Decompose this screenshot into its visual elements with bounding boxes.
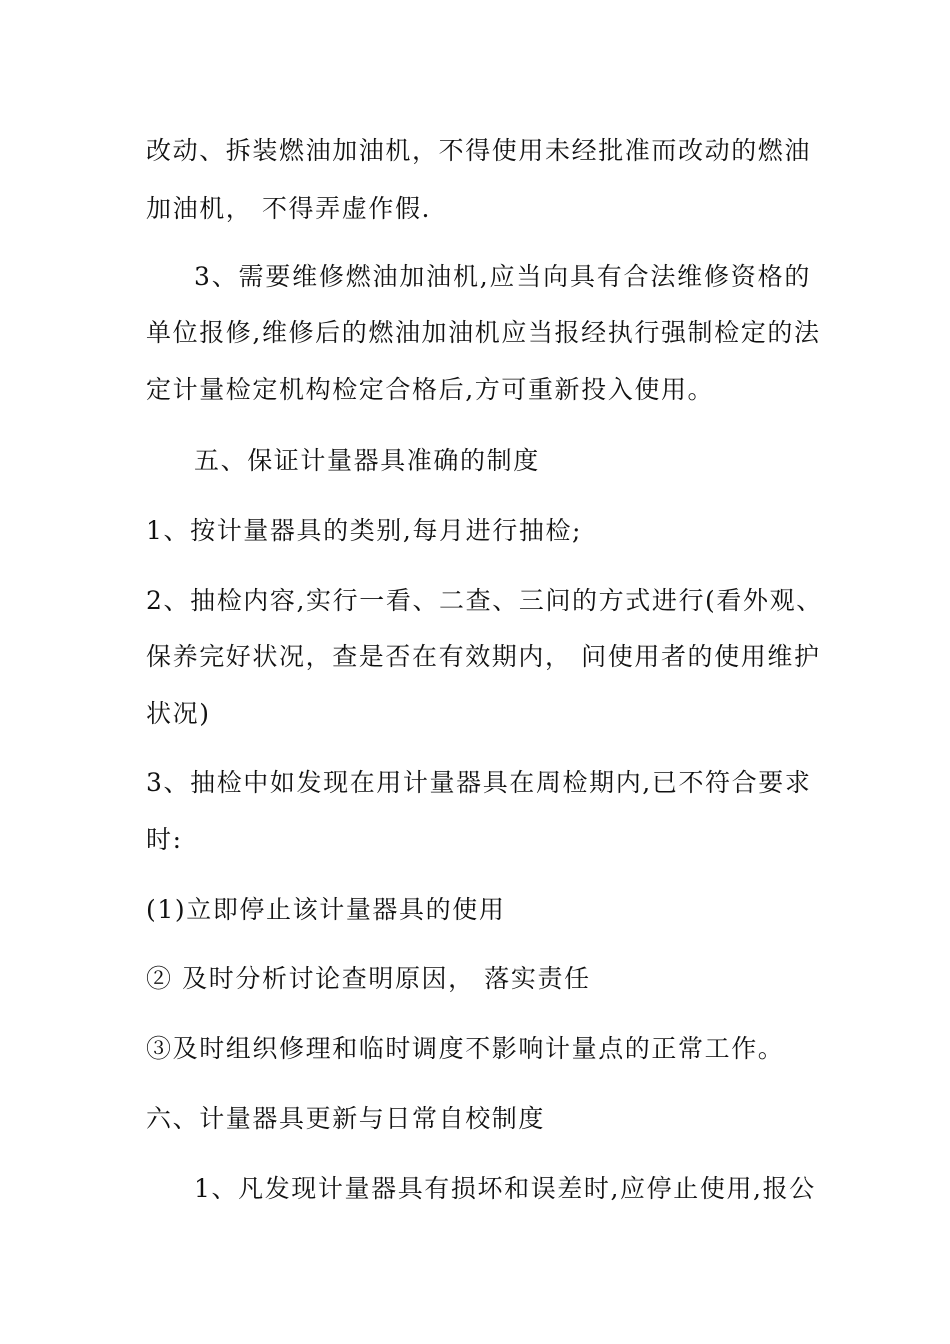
section-heading-5: 五、保证计量器具准确的制度 <box>194 446 540 475</box>
list-item-3-line-2: 时: <box>146 825 183 854</box>
sub-item-3: ③及时组织修理和临时调度不影响计量点的正常工作。 <box>146 1034 785 1063</box>
paragraph-line-last: 1、凡发现计量器具有损坏和误差时,应停止使用,报公 <box>194 1174 816 1203</box>
paragraph-line-2: 加油机， 不得弄虚作假. <box>146 194 432 223</box>
list-item-2-line-3: 状况) <box>146 699 211 728</box>
list-item-2-line-2: 保养完好状况，查是否在有效期内， 问使用者的使用维护 <box>146 642 821 671</box>
sub-item-2: ② 及时分析讨论查明原因， 落实责任 <box>146 964 591 993</box>
section-heading-6: 六、计量器具更新与日常自校制度 <box>146 1104 546 1133</box>
paragraph-line-4: 单位报修,维修后的燃油加油机应当报经执行强制检定的法 <box>146 318 821 347</box>
paragraph-line-3: 3、需要维修燃油加油机,应当向具有合法维修资格的 <box>194 262 811 291</box>
paragraph-line-1: 改动、拆装燃油加油机，不得使用未经批准而改动的燃油 <box>146 136 812 165</box>
list-item-3-line-1: 3、抽检中如发现在用计量器具在周检期内,已不符合要求 <box>146 768 812 797</box>
list-item-2-line-1: 2、抽检内容,实行一看、二查、三问的方式进行(看外观、 <box>146 586 823 615</box>
list-item-1: 1、按计量器具的类别,每月进行抽检; <box>146 516 583 545</box>
sub-item-1: (1)立即停止该计量器具的使用 <box>146 895 506 924</box>
paragraph-line-5: 定计量检定机构检定合格后,方可重新投入使用。 <box>146 375 715 404</box>
